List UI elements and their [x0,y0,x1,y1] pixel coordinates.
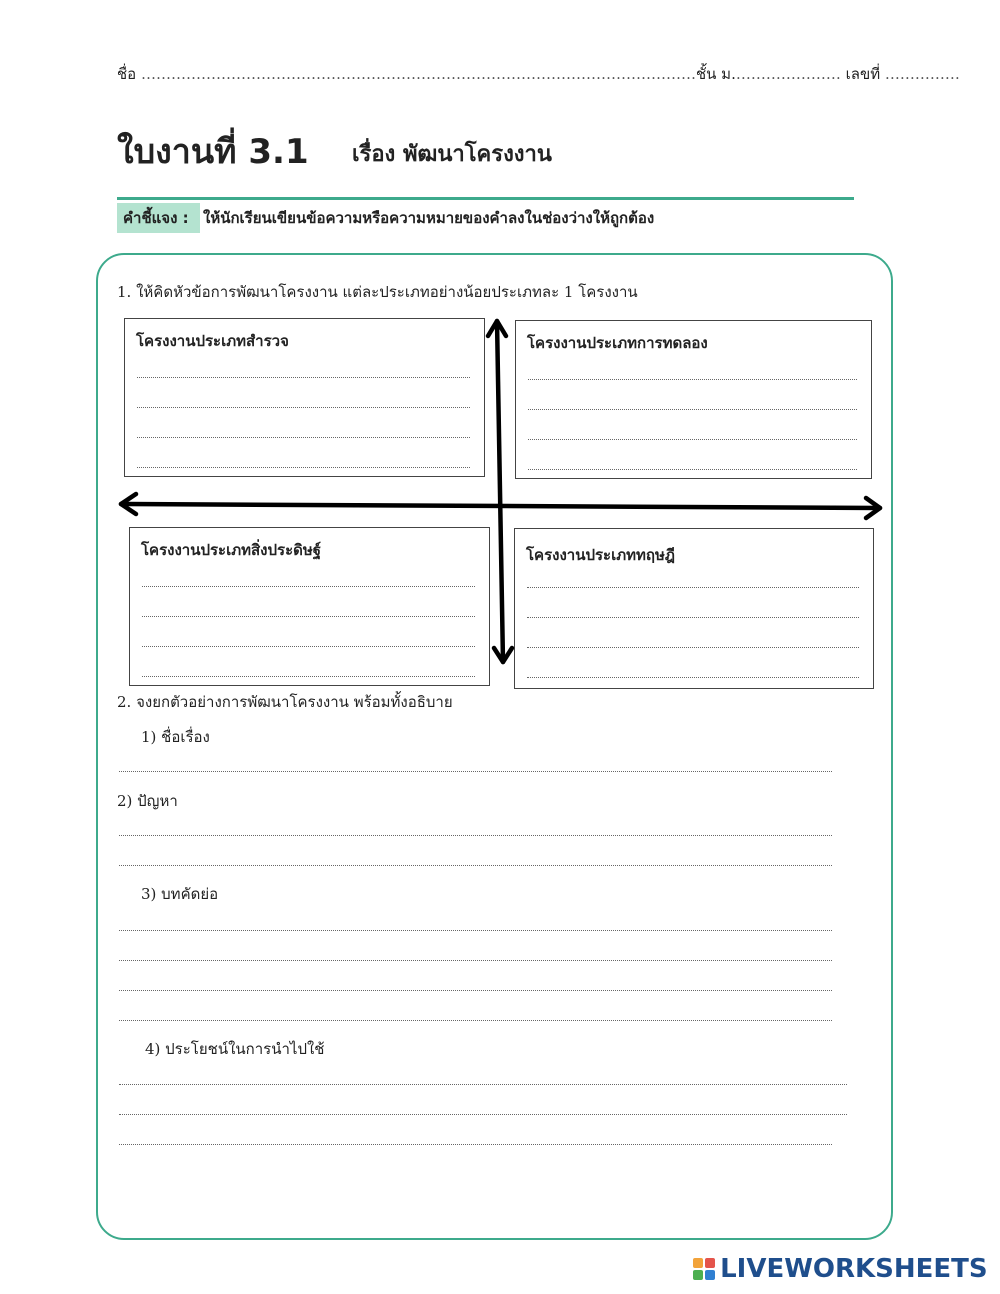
box-experiment-title: โครงงานประเภทการทดลอง [527,334,708,352]
vertical-arrow-line [497,321,503,662]
answer-abstract-line-4[interactable] [119,1020,832,1021]
name-label: ชื่อ [117,65,137,83]
answer-benefit-line-3[interactable] [119,1144,832,1145]
instruction-text: ให้นักเรียนเขียนข้อความหรือความหมายของคำลงในช่องว่างให้ถูกต้อง [203,209,655,227]
class-field[interactable]: ………………… [735,65,841,83]
item-abstract-label: 3) บทคัดย่อ [141,885,219,903]
answer-abstract-line-3[interactable] [119,990,832,991]
item-problem-label: 2) ปัญหา [117,792,178,810]
question-2-text: 2. จงยกตัวอย่างการพัฒนาโครงงาน พร้อมทั้งอธิบาย [117,693,453,711]
answer-abstract-line-2[interactable] [119,960,832,961]
worksheet-title: ใบงานที่ 3.1 [117,132,309,172]
number-field[interactable]: …………… [884,65,960,83]
answer-problem-line-2[interactable] [119,865,832,866]
number-label: เลขที่ [845,65,881,83]
liveworksheets-brand: LIVEWORKSHEETS [720,1254,988,1284]
instruction-label: คำชี้แจง : [117,203,200,233]
answer-benefit-line-2[interactable] [119,1114,847,1115]
box-theory-title: โครงงานประเภททฤษฎี [526,546,675,564]
answer-abstract-line-1[interactable] [119,930,832,931]
question-1-text: 1. ให้คิดหัวข้อการพัฒนาโครงงาน แต่ละประเภทอย่างน้อยประเภทละ 1 โครงงาน [117,283,638,301]
liveworksheets-logo [693,1254,988,1284]
answer-problem-line-1[interactable] [119,835,832,836]
worksheet-subject: เรื่อง พัฒนาโครงงาน [352,142,552,167]
answer-benefit-line-1[interactable] [119,1084,847,1085]
answer-title-line-1[interactable] [119,771,832,772]
item-title-label: 1) ชื่อเรื่อง [141,728,210,746]
name-field[interactable]: ………………………………………………………………………………………………… [140,65,696,83]
box-invention-title: โครงงานประเภทสิ่งประดิษฐ์ [141,541,322,559]
class-label: ชั้น ม. [695,65,736,83]
item-benefit-label: 4) ประโยชน์ในการนำไปใช้ [145,1040,325,1058]
liveworksheets-logo-icon [693,1258,715,1280]
box-survey-title: โครงงานประเภทสำรวจ [136,332,289,350]
